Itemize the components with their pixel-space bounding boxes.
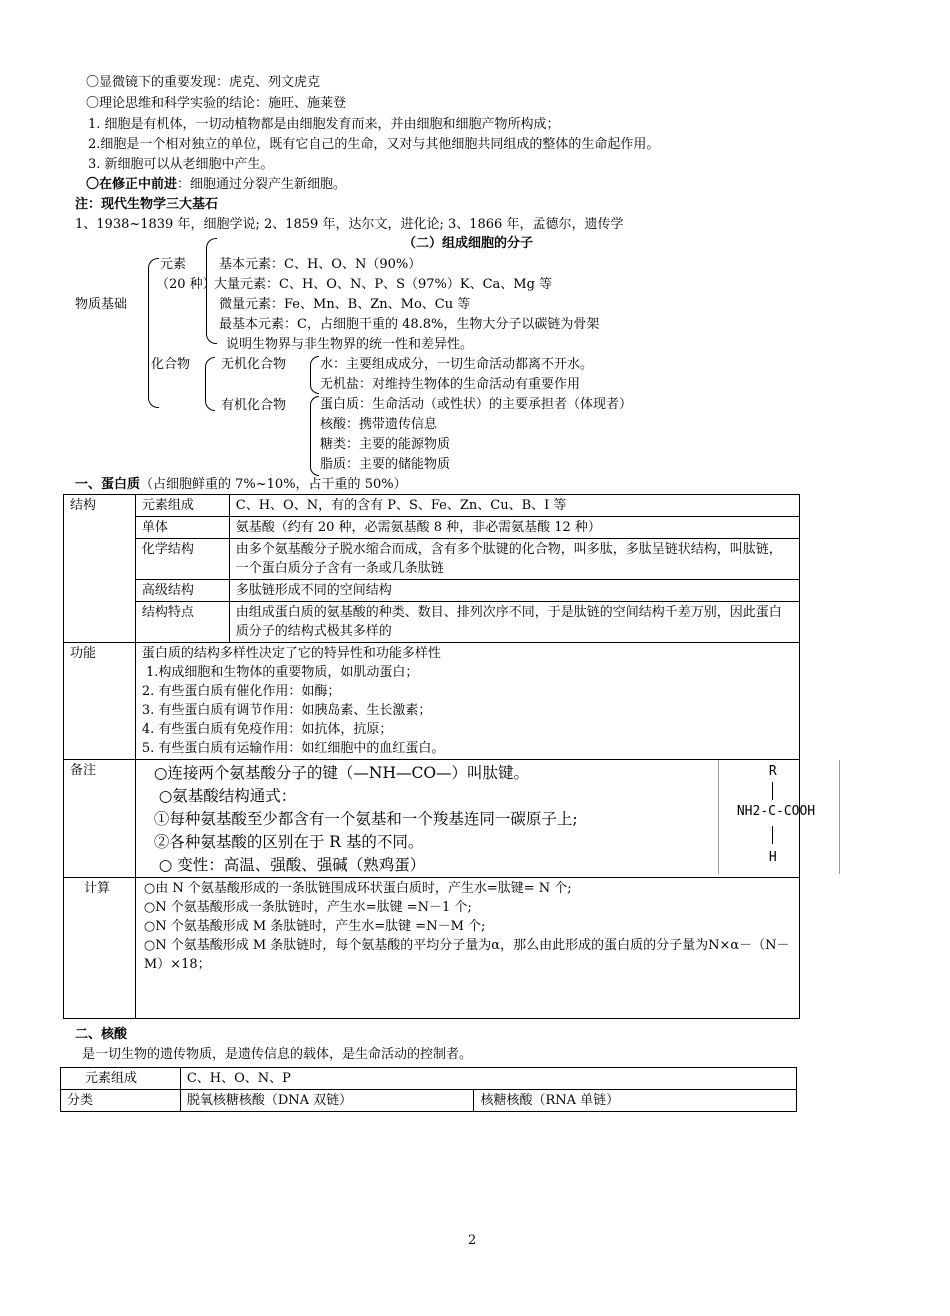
formula-r-group: R xyxy=(768,764,777,779)
sugar-item: 糖类：主要的能源物质 xyxy=(320,437,451,452)
dna-cell: 脱氧核糖核酸（DNA 双链） xyxy=(180,1090,474,1112)
function-line: 2. 有些蛋白质有催化作用：如酶； xyxy=(141,684,341,699)
function-line: 3. 有些蛋白质有调节作用：如胰岛素、生长激素； xyxy=(141,703,432,718)
function-label: 功能 xyxy=(64,643,136,760)
correction-text: ：细胞通过分裂产生新细胞。 xyxy=(177,177,347,192)
table-row xyxy=(64,539,800,580)
trace-elements: 微量元素：Fe、Mn、B、Zn、Mo、Cu 等 xyxy=(219,297,471,312)
organic-brace xyxy=(310,396,319,476)
most-basic-element: 最基本元素：C，占细胞干重的 48.8%，生物大分子以碳链为骨架 xyxy=(219,317,600,332)
table-row xyxy=(64,580,800,602)
intro-discovery: 〇显微镜下的重要发现：虎克、列文虎克 xyxy=(86,75,321,90)
protein-heading-title: 一、蛋白质 xyxy=(75,477,141,492)
protein-heading-note: （占细胞鲜重的 7%~10%，占干重的 50%） xyxy=(140,477,407,492)
calc-label: 计算 xyxy=(64,878,136,1019)
protein-heading xyxy=(75,476,407,494)
table-row xyxy=(64,643,800,760)
table-row xyxy=(64,602,800,643)
row-text: 由组成蛋白质的氨基酸的种类、数目、排列次序不同，于是肽链的空间结构千差万别，因此蛋白质分子的结构式极其多样的 xyxy=(229,602,799,643)
elem-value: C、H、O、N、P xyxy=(180,1068,796,1090)
remark-cell xyxy=(135,760,816,878)
amino-acid-formula xyxy=(718,760,840,874)
nucleic-item: 核酸：携带遗传信息 xyxy=(320,417,438,432)
protein-item: 蛋白质：生命活动（或性状）的主要承担者（体现者） xyxy=(320,397,633,412)
elements-count: （20 种） xyxy=(156,277,216,292)
unity-note: 说明生物界与非生物界的统一性和差异性。 xyxy=(226,337,474,352)
remark-line: ○ 变性：高温、强酸、强碱（熟鸡蛋） xyxy=(153,856,426,874)
remark-line: ①每种氨基酸至少都含有一个氨基和一个羧基连同一碳原子上; xyxy=(153,810,578,828)
remark-line: ②各种氨基酸的区别在于 R 基的不同。 xyxy=(153,833,424,851)
table-row xyxy=(64,517,800,539)
elem-label: 元素组成 xyxy=(61,1068,181,1090)
correction-prefix: 〇在修正中前进 xyxy=(86,177,178,192)
intro-point-3: 3. 新细胞可以从老细胞中产生。 xyxy=(88,157,274,172)
protein-table xyxy=(63,494,816,1019)
table-row xyxy=(64,495,800,517)
major-elements: 大量元素：C、H、O、N、P、S（97%）K、Ca、Mg 等 xyxy=(214,277,553,292)
class-label: 分类 xyxy=(61,1090,181,1112)
row-text: 由多个氨基酸分子脱水缩合而成，含有多个肽键的化合物，叫多肽，多肽呈链状结构，叫肽链，一个蛋白质分子含有一条或几条肽链 xyxy=(229,539,799,580)
row-text: 氨基酸（约有 20 种，必需氨基酸 8 种，非必需氨基酸 12 种） xyxy=(229,517,799,539)
inorganic-label: 无机化合物 xyxy=(221,357,287,372)
note-title: 注：现代生物学三大基石 xyxy=(75,197,219,212)
table-row xyxy=(64,760,800,878)
water-item: 水：主要组成成分，一切生命活动都离不开水。 xyxy=(320,357,594,372)
function-line: 1.构成细胞和生物体的重要物质，如肌动蛋白； xyxy=(141,665,419,680)
function-line: 4. 有些蛋白质有免疫作用：如抗体，抗原； xyxy=(141,722,393,737)
formula-bond-top xyxy=(772,782,773,800)
row-text: C、H、O、N，有的含有 P、S、Fe、Zn、Cu、B、I 等 xyxy=(229,495,799,517)
calc-line: ○由 N 个氨基酸形成的一条肽链围成环状蛋白质时，产生水=肽键= N 个; xyxy=(143,881,572,896)
formula-bond-bottom xyxy=(772,826,773,844)
remark-line: ○连接两个氨基酸分子的键（—NH—CO—）叫肽键。 xyxy=(153,764,530,782)
function-line: 5. 有些蛋白质有运输作用：如红细胞中的血红蛋白。 xyxy=(141,741,445,756)
note-text: 1、1938~1839 年，细胞学说; 2、1859 年，达尔文，进化论; 3、1866 年，孟德尔，遗传学 xyxy=(75,217,624,232)
material-root: 物质基础 xyxy=(75,297,128,312)
calc-line: ○N 个氨基酸形成 M 条肽链时，产生水=肽键 =N－M 个; xyxy=(143,919,486,934)
table-row xyxy=(64,878,800,1019)
compound-brace xyxy=(205,357,215,411)
organic-label: 有机化合物 xyxy=(221,398,287,413)
calc-cell xyxy=(135,878,799,1019)
nucleic-desc: 是一切生物的遗传物质，是遗传信息的载体，是生命活动的控制者。 xyxy=(82,1047,473,1062)
function-cell xyxy=(135,643,799,760)
table-row xyxy=(61,1090,797,1112)
intro-theory: 〇理论思维和科学实验的结论：施旺、施莱登 xyxy=(86,96,347,111)
function-line: 蛋白质的结构多样性决定了它的特异性和功能多样性 xyxy=(141,646,441,661)
page-number: 2 xyxy=(468,1233,477,1248)
table-row xyxy=(61,1068,797,1090)
nucleic-heading: 二、核酸 xyxy=(75,1027,128,1042)
lipid-item: 脂质：主要的储能物质 xyxy=(320,457,451,472)
formula-main-chain: NH2-C-COOH xyxy=(736,804,816,819)
inorganic-brace xyxy=(310,356,319,394)
formula-h-atom: H xyxy=(768,850,777,865)
row-text: 多肽链形成不同的空间结构 xyxy=(229,580,799,602)
intro-point-2: 2.细胞是一个相对独立的单位，既有它自己的生命，又对与其他细胞共同组成的整体的生命起作用。 xyxy=(88,137,660,152)
calc-line: ○N 个氨基酸形成一条肽链时，产生水=肽键 =N－1 个; xyxy=(143,900,472,915)
intro-point-1: 1. 细胞是有机体，一切动植物都是由细胞发育而来，并由细胞和细胞产物所构成； xyxy=(88,117,560,132)
basic-elements: 基本元素：C、H、O、N（90%） xyxy=(219,257,422,272)
row-label: 元素组成 xyxy=(135,495,229,517)
nucleic-table xyxy=(60,1067,797,1112)
row-label: 化学结构 xyxy=(135,539,229,580)
intro-correction xyxy=(86,176,346,194)
calc-line: ○N 个氨基酸形成 M 条肽链时，每个氨基酸的平均分子量为α，那么由此形成的蛋白质的分子量为N×α－（N－M）×18； xyxy=(143,938,790,972)
row-label: 单体 xyxy=(135,517,229,539)
rna-cell: 核糖核酸（RNA 单链） xyxy=(474,1090,797,1112)
compound-label: 化合物 xyxy=(151,357,191,372)
row-label: 结构特点 xyxy=(135,602,229,643)
structure-label: 结构 xyxy=(64,495,136,643)
elements-label: 元素 xyxy=(160,257,187,272)
remark-line: ○氨基酸结构通式： xyxy=(153,787,297,805)
remark-label: 备注 xyxy=(64,760,136,878)
salt-item: 无机盐：对维持生物体的生命活动有重要作用 xyxy=(320,377,581,392)
row-label: 高级结构 xyxy=(135,580,229,602)
section-heading: （二）组成细胞的分子 xyxy=(403,236,534,251)
